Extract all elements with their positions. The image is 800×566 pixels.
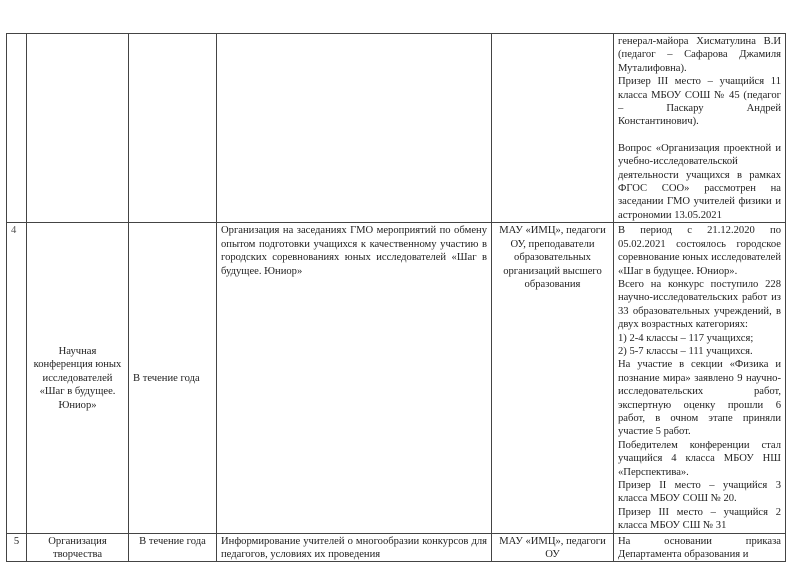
event-results bbox=[614, 223, 786, 533]
event-name bbox=[27, 34, 129, 223]
result-paragraph: Победителем конференции стал учащийся 4 класса МБОУ НШ «Перспектива». bbox=[618, 439, 781, 478]
event-content: Информирование учителей о многообразии конкурсов для педагогов, условиях их проведения bbox=[217, 533, 492, 562]
event-responsible bbox=[492, 34, 614, 223]
row-number: 4 bbox=[7, 223, 27, 533]
event-results bbox=[614, 34, 786, 223]
event-responsible: МАУ «ИМЦ», педагоги ОУ, преподаватели образовательных организаций высшего образования bbox=[492, 223, 614, 533]
table-row bbox=[7, 533, 786, 562]
result-paragraph: На основании приказа Департамента образования и bbox=[618, 535, 781, 561]
result-paragraph: Призер II место – учащийся 3 класса МБОУ СОШ № 20. bbox=[618, 480, 781, 505]
event-content: Организация на заседаниях ГМО мероприятий по обмену опытом подготовки учащихся к качественному участию в городских соревнованиях юных исследователей «Шаг в будущее. Юниор» bbox=[217, 223, 492, 533]
event-name: Научная конференция юных исследователей «Шаг в будущее. Юниор» bbox=[27, 223, 129, 533]
result-paragraph: 1) 2-4 классы – 117 учащихся; bbox=[618, 332, 754, 344]
result-paragraph: Призер III место – учащийся 2 класса МБОУ СШ № 31 bbox=[618, 506, 781, 532]
result-paragraph: На участие в секции «Физика и познание мира» заявлено 9 научно-исследовательских работ, экспертную оценку прошли 6 работ, в очном этапе приняли участие 5 работ. bbox=[618, 359, 781, 438]
activities-table bbox=[6, 33, 786, 562]
result-paragraph: В период с 21.12.2020 по 05.02.2021 состоялось городское соревнование юных исследователей «Шаг в будущее. Юниор». bbox=[618, 225, 781, 277]
result-paragraph: Всего на конкурс поступило 228 научно-исследовательских работ из 33 образовательных учреждений, в двух возрастных категориях: bbox=[618, 278, 781, 331]
event-name: Организация творчества bbox=[27, 533, 129, 562]
event-results bbox=[614, 533, 786, 562]
result-paragraph: Вопрос «Организация проектной и учебно-исследовательской деятельности учащихся в рамках ФГОС СОО» рассмотрен на заседании ГМО учителей физики и астрономии 13.05.2021 bbox=[618, 142, 781, 221]
row-number bbox=[7, 34, 27, 223]
event-period: В течение года bbox=[129, 533, 217, 562]
table-row bbox=[7, 223, 786, 533]
event-period bbox=[129, 34, 217, 223]
table-row bbox=[7, 34, 786, 223]
event-responsible: МАУ «ИМЦ», педагоги ОУ bbox=[492, 533, 614, 562]
result-paragraph: генерал-майора Хисматулина В.И (педагог – Сафарова Джамиля Муталифовна). bbox=[618, 36, 781, 74]
result-paragraph: Призер III место – учащийся 11 класса МБОУ СОШ № 45 (педагог – Паскару Андрей Константинович). bbox=[618, 76, 781, 128]
event-period: В течение года bbox=[129, 223, 217, 533]
event-content bbox=[217, 34, 492, 223]
result-paragraph: 2) 5-7 классы – 111 учащихся. bbox=[618, 345, 753, 357]
row-number: 5 bbox=[7, 533, 27, 562]
